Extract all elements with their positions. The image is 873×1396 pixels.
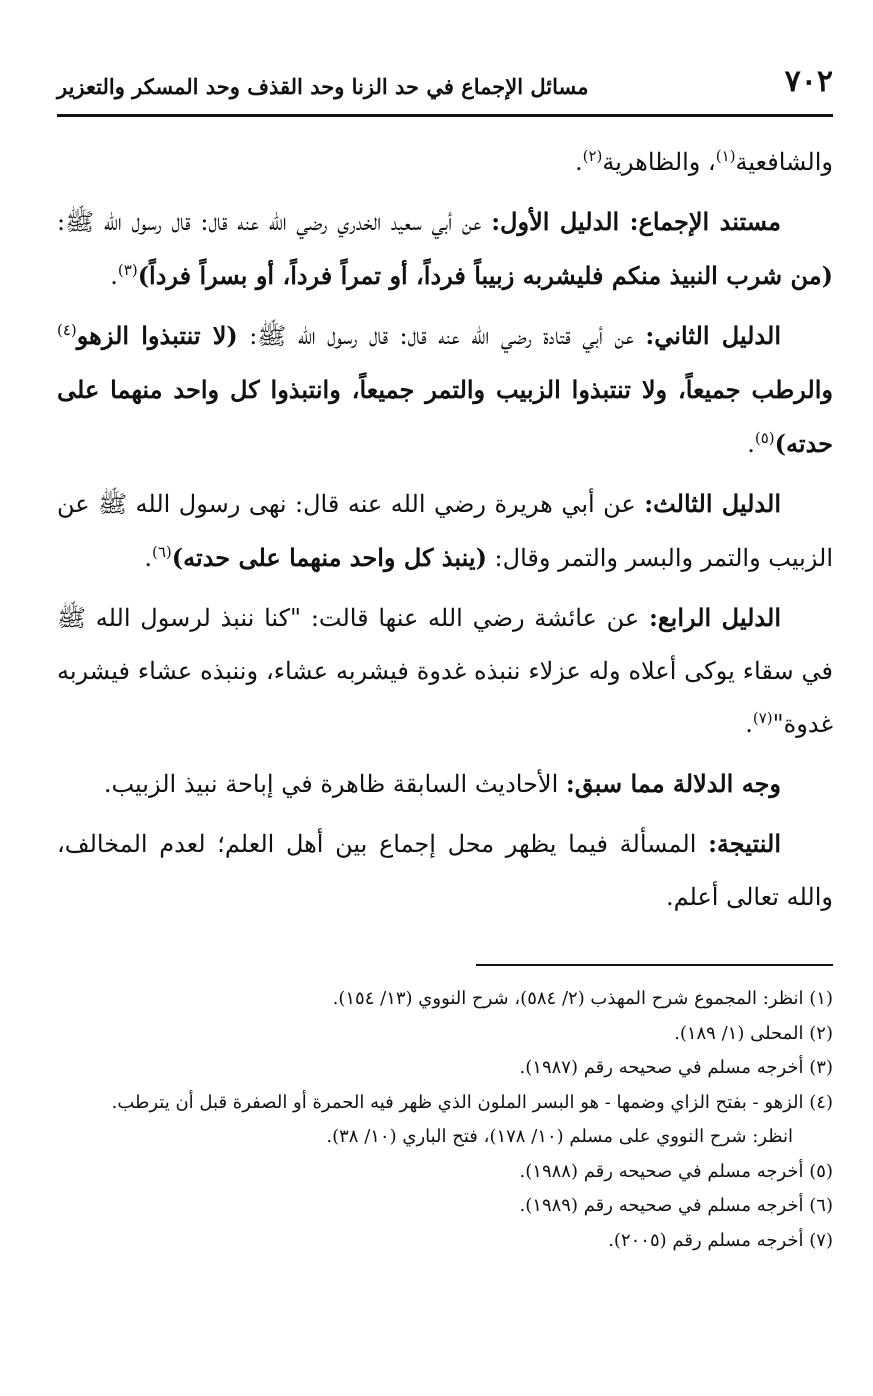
paragraph-inference <box>57 757 833 811</box>
paragraph-tail: . <box>747 430 755 458</box>
paragraph-text: عن أبي هريرة رضي الله عنه قال: نهى رسول الله ﷺ عن الزبيب والتمر والبسر والتمر وقال: <box>57 490 833 572</box>
footnote-item: (٣) أخرجه مسلم في صحيحه رقم (١٩٨٧). <box>519 1057 833 1078</box>
paragraph-text: المسألة فيما يظهر محل إجماع بين أهل العلم؛ لعدم المخالف، والله تعالى أعلم. <box>57 830 833 911</box>
footnote-ref: (٤) <box>57 321 77 339</box>
paragraph-text: عن أبي سعيد الخدري رضي الله عنه قال: قال رسول الله ﷺ: <box>57 208 492 236</box>
footnote-item: (٢) المحلى (١/ ١٨٩). <box>674 1022 833 1044</box>
paragraph-heading: وجه الدلالة مما سبق: <box>565 769 781 798</box>
hadith-quote: (لا تنتبذوا الزهو <box>76 321 238 350</box>
footnote-ref: (٥) <box>754 429 775 447</box>
footnote-ref: (٦) <box>152 543 172 561</box>
paragraph-tail: . <box>745 710 753 738</box>
paragraph-heading: الدليل الثاني: <box>645 321 781 350</box>
page-number: ٧٠٢ <box>784 64 833 99</box>
paragraph-text: عن عائشة رضي الله عنها قالت: "كنا ننبذ لرسول الله ﷺ في سقاء يوكى أعلاه وله عزلاء ننبذه غدوة فيشربه عشاء، وننبذه عشاء فيشربه غدوة" <box>57 604 833 738</box>
hadith-quote: والرطب جميعاً، ولا تنتبذوا الزبيب والتمر جميعاً، وانتبذوا كل واحد منهما على حدته) <box>57 375 834 458</box>
paragraph-tail: . <box>574 148 583 176</box>
paragraph-evidence-2 <box>57 309 833 471</box>
footnote-continuation: انظر: شرح النووي على مسلم (١٠/ ١٧٨)، فتح الباري (١٠/ ٣٨). <box>326 1126 793 1147</box>
paragraph-evidence-3 <box>57 477 833 585</box>
hadith-quote: (ينبذ كل واحد منهما على حدته) <box>171 543 487 572</box>
paragraph-heading: النتيجة: <box>708 829 781 858</box>
running-title: مسائل الإجماع في حد الزنا وحد القذف وحد المسكر والتعزير <box>57 74 589 99</box>
paragraph-conclusion <box>57 817 833 924</box>
paragraph-text: والشافعية <box>735 148 833 176</box>
footnote-item: (٥) أخرجه مسلم في صحيحه رقم (١٩٨٨). <box>519 1160 833 1182</box>
paragraph-evidence-1 <box>57 195 833 303</box>
header-rule <box>57 114 833 117</box>
footnote-item: (٤) الزهو - بفتح الزاي وضمها - هو البسر الملون الذي ظهر فيه الحمرة أو الصفرة قبل أن يترطب. <box>111 1091 833 1113</box>
paragraph-tail: . <box>110 262 118 290</box>
paragraph-continuation <box>57 136 833 189</box>
paragraph-heading: الدليل الرابع: <box>649 603 781 632</box>
paragraph-heading: مستند الإجماع: الدليل الأول: <box>491 207 781 236</box>
footnote-ref: (١) <box>715 147 736 165</box>
footnote-ref: (٢) <box>582 147 603 165</box>
paragraph-text: الأحاديث السابقة ظاهرة في إباحة نبيذ الزبيب. <box>103 770 566 798</box>
footnote-item: (٧) أخرجه مسلم رقم (٢٠٠٥). <box>608 1229 833 1251</box>
hadith-quote: (من شرب النبيذ منكم فليشربه زبيباً فرداً، أو تمراً فرداً، أو بسراً فرداً) <box>137 261 833 290</box>
main-text <box>57 136 833 930</box>
paragraph-heading: الدليل الثالث: <box>644 489 782 518</box>
footnote-separator <box>476 964 833 966</box>
footnotes <box>57 982 833 1258</box>
paragraph-evidence-4 <box>57 591 833 751</box>
footnote-item: (١) انظر: المجموع شرح المهذب (٢/ ٥٨٤)، شرح النووي (١٣/ ١٥٤). <box>332 988 833 1009</box>
footnote-ref: (٧) <box>752 709 773 727</box>
page-header <box>57 64 833 108</box>
paragraph-tail: . <box>144 544 152 572</box>
paragraph-text: ، والظاهرية <box>602 148 716 176</box>
footnote-ref: (٣) <box>117 261 138 279</box>
paragraph-text: عن أبي قتادة رضي الله عنه قال: قال رسول الله ﷺ: <box>237 322 646 350</box>
footnote-item: (٦) أخرجه مسلم في صحيحه رقم (١٩٨٩). <box>519 1195 833 1216</box>
